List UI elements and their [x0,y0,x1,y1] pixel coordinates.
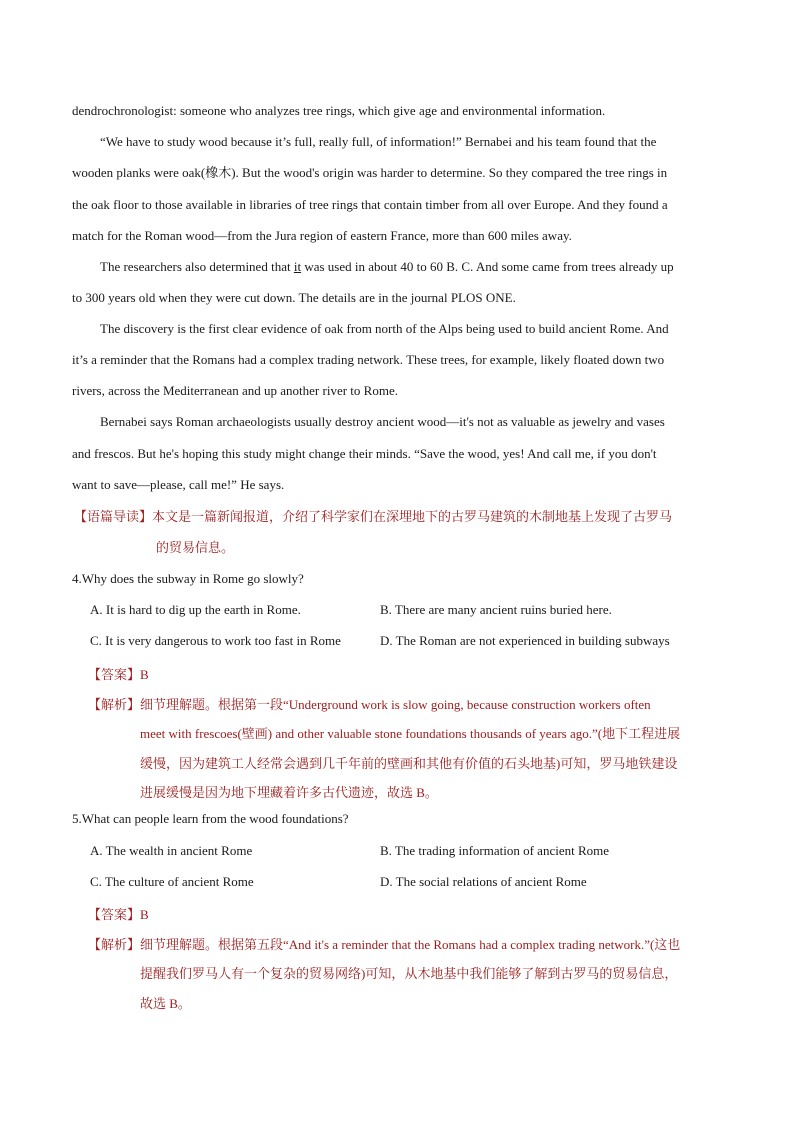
guide-line [74,507,724,528]
passage-line: rivers, across the Mediterranean and up another river to Rome. [72,383,398,398]
option-a: A. The wealth in ancient Rome [90,843,253,858]
answer-tag: 【答案】 [88,668,141,683]
underlined-word: it [293,259,302,274]
option-d: D. The Roman are not experienced in building subways [380,633,670,648]
passage-line: want to save—please, call me!” He says. [72,477,285,492]
option-b: B. There are many ancient ruins buried here. [380,602,612,617]
question-stem: 4.Why does the subway in Rome go slowly? [72,571,304,586]
analysis-text: 细节理解题。根据第一段“Underground work is slow going, because construction workers often [140,697,651,712]
passage-line: dendrochronologist: someone who analyzes tree rings, which give age and environmental information. [72,103,606,118]
passage-line: wooden planks were oak(橡木). But the wood's origin was harder to determine. So they compared the tree rings in [72,165,668,180]
passage-line [100,257,750,277]
analysis-line: 进展缓慢是因为地下埋藏着许多古代遗迹，故选 B。 [140,785,438,800]
answer-tag: 【答案】 [88,908,141,923]
guide-tag: 【语篇导读】 [74,510,153,525]
passage-text: was used in about 40 to 60 B. C. And some came from trees already up [301,259,674,274]
passage-line: to 300 years old when they were cut down. The details are in the journal PLOS ONE. [72,290,516,305]
guide-text: 本文是一篇新闻报道，介绍了科学家们在深埋地下的古罗马建筑的木制地基上发现了古罗马 [152,509,673,524]
analysis-text: 细节理解题。根据第五段“And it's a reminder that the Romans had a complex trading network.”(这也 [140,937,681,952]
guide-line: 的贸易信息。 [156,540,235,555]
analysis-line: 提醒我们罗马人有一个复杂的贸易网络)可知，从木地基中我们能够了解到古罗马的贸易信息， [140,966,678,981]
passage-line: The discovery is the first clear evidence of oak from north of the Alps being used to build ancient Rome. And [100,321,669,336]
question-stem: 5.What can people learn from the wood foundations? [72,811,349,826]
answer-line [88,905,738,926]
option-d: D. The social relations of ancient Rome [380,874,587,889]
passage-line: the oak floor to those available in libraries of tree rings that contain timber from all over Europe. And they found a [72,197,668,212]
answer-line [88,665,738,686]
analysis-line: meet with frescoes(壁画) and other valuable stone foundations thousands of years ago.”(地下工程进展 [140,726,681,741]
passage-line: and frescos. But he's hoping this study might change their minds. “Save the wood, yes! And call me, if you don't [72,446,657,461]
analysis-line [88,935,738,956]
analysis-line [88,695,738,716]
passage-line: “We have to study wood because it’s full, really full, of information!” Bernabei and his team found that the [100,134,657,149]
option-c: C. The culture of ancient Rome [90,874,254,889]
analysis-line: 故选 B。 [140,996,191,1011]
analysis-tag: 【解析】 [88,698,141,713]
answer-value: B [140,667,149,682]
option-c: C. It is very dangerous to work too fast in Rome [90,633,341,648]
passage-line: match for the Roman wood—from the Jura region of eastern France, more than 600 miles away. [72,228,572,243]
option-b: B. The trading information of ancient Rome [380,843,610,858]
option-a: A. It is hard to dig up the earth in Rome. [90,602,301,617]
passage-line: it’s a reminder that the Romans had a complex trading network. These trees, for example, likely floated down two [72,352,665,367]
analysis-tag: 【解析】 [88,938,141,953]
passage-line: Bernabei says Roman archaeologists usually destroy ancient wood—it's not as valuable as jewelry and vases [100,414,665,429]
analysis-line: 缓慢，因为建筑工人经常会遇到几千年前的壁画和其他有价值的石头地基)可知，罗马地铁建设 [140,756,678,771]
answer-value: B [140,907,149,922]
passage-text: The researchers also determined that [100,259,294,274]
